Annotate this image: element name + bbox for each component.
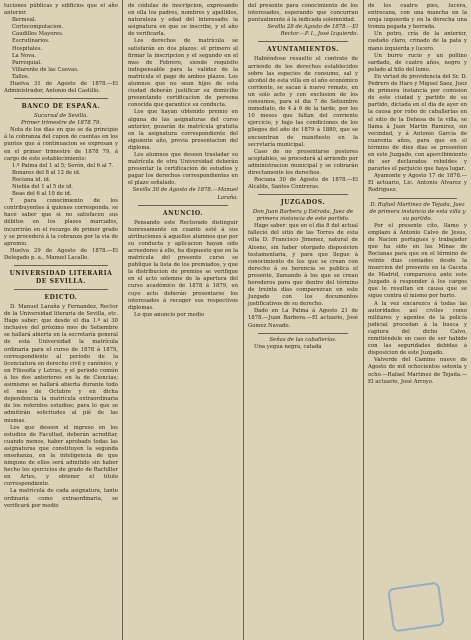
section-title: EDICTO.: [44, 294, 78, 301]
paragraph: de los cuatro pies, lucera, entrecana, con una mancha en la oreja izquierda y en la derecha una tronza pegada y herrada.: [368, 3, 467, 31]
column-1: [0, 0, 122, 640]
paragraph: D. Manuel Laraña y Fernandez, Rector de la Universidad literaria de Sevilla, etc. Hago saber: que desde el dia 1.º al 30 inclusive del próximo mes de Setiembre se hallará abierta en la secretaría general de esta Universidad la matrícula ordinaria para el curso de 1878 á 1879, correspondiente al período de la licenciatura en derecho civil y canónico, y en Filosofía y Letras, y el periodo común á los dos anteriores en la de Ciencias; asimismo se hallará abierta durante todo el mes de Octubre y en dicha dependencia la matrícula extraordinaria de los referidos estudios; para lo que se admitirán solicitudes al pié de las mismas.: [4, 304, 118, 424]
divider: [378, 198, 457, 199]
paragraph: Habiéndose resuelto el contrato de arriendo de los derechos establecidos sobre las especies de consumo, sal y alcohol de esta villa en el año económico corriente, se sacan á nuevo remate, en un solo acto y con exclusion de los consumos, para el dia 7 de Setiembre inmediato, de 4 á 6 de la tarde, por los 10 meses que faltan del corriente ejercicio, y bajo las condiciones de los pliegos del año de 1879 á 1880, que se encuentran de manifiesto en la secretaría municipal.: [248, 56, 358, 148]
section-subtitle: Don Juan Barbera y Estrada, Juez de primera instancia de este partido.: [252, 209, 354, 223]
paragraph: Caso de no presentarse postores aceptables, se procederá al arriendo por administracion municipal y se cobrarán directamente los derechos.: [248, 148, 358, 176]
paragraph: Y para conocimiento de los contribuyentes á quienes corresponda, se hace saber que si no satisfacen sus débitos en los plazos marcados, incurrirán en el recargo de primer grado y se procederá á la cobranza por la via de apremio.: [4, 198, 118, 247]
signature-line: Rociana 30 de Agosto de 1878.—El Alcalde, Santos Contreras.: [248, 177, 358, 191]
signature-line: Dado en La Palma á Agosto 21 de 1878.—Juan Barbera.—El actuario, José Gomez Navado.: [248, 308, 358, 329]
section-title: UNIVERSIDAD LITERARIA DE SEVILLA.: [9, 270, 113, 285]
signature-line: Huelva 29 de Agosto de 1878.—El Delegado p. a., Manuel Lacalle.: [4, 247, 118, 261]
column-3: [244, 0, 362, 640]
list-item: Villarente de las Cuevas.: [12, 66, 79, 73]
paragraph: Huelva 31 de Agosto de 1878.—El Administrador, Antonio del Castillo.: [4, 81, 118, 95]
column-2: [124, 0, 242, 640]
section-subtitle: Primer trimestre de 1878 79.: [20, 120, 102, 127]
paragraph: La matrícula de cada asignatura, tanto ordinaria como extraordinaria, se verificará por medio: [4, 488, 118, 509]
divider: [14, 289, 108, 290]
divider: [14, 265, 108, 266]
list: [4, 163, 118, 198]
paragraph: Los que hayan obtenido premio en alguna de las asignaturas del curso anterior, gozarán de matrícula gratuita en la asignatura correspondiente del siguiente año, previa presentacion del diploma.: [128, 109, 238, 151]
paragraph: A la vez encarezco á todas las autoridades así civiles como militares y agentes de la policía judicial procedan á la busca y captura del dicho Calvo, remitiéndole en caso de ser habido con las seguridades debidas á disposicion de este Juzgado.: [368, 300, 467, 357]
list-item: La Nova.: [12, 52, 37, 59]
paragraph: Una yegua negra, catada: [254, 343, 322, 350]
signature-line: Sevilla 30 de Agosto de 1878.—Manuel Laraña.: [132, 187, 238, 201]
signature-line: Ayamonte y Agosto 17 de 1878.—El actuario, Lic. Antonio Alvarez y Rodriguez.: [368, 173, 467, 194]
column-rule: [122, 0, 123, 640]
section-title: JUZGADOS.: [280, 199, 326, 207]
paragraph: Por el presente cito, llamo y emplazo á Antonio Calvo de Jesus, de Nacion portugues y trabajador que ha sido en las Minas de Rocianas para que en el término de veinte dias contados desde la insercion del presente en la Gaceta de Madrid, comparezca ante este Juzgado á responder á los cargos que le resultan en causa que se sigue contra el mismo por hurto.: [368, 222, 467, 300]
paragraph: Un burro rucio y un pollino sardado, de cuatro años, negro y pelado al hilo del lomo.: [368, 52, 467, 73]
paragraph: Los que deseen el ingreso en los estudios de Facultad, deberán acreditar, cuando menos, haber aprobado todas las asignaturas que constituyen la segunda enseñanza, en la inteligencia de que ninguno de ellos será admitido sin haber hecho los ejercicios de grado de Bachiller en Artes, y obtener el título correspondiente.: [4, 424, 118, 488]
paragraph: Lo que anuncio por medio: [134, 311, 205, 318]
divider: [14, 98, 108, 99]
list-item: Cortecomputacion.: [12, 24, 64, 31]
divider: [258, 41, 348, 42]
list-item: 1.º Palma del 1 al 5; Serón, del 6 al 7.: [12, 162, 114, 169]
section-title: BANCO DE ESPAÑA.: [21, 103, 101, 111]
list-item: Niebla del 1 al 5 de id.: [12, 183, 73, 190]
list-item: Bermeal.: [12, 17, 37, 24]
section-subtitle: D. Rafael Martinez de Tejada, Juez de primera instancia de esta villa y su partido.: [369, 201, 466, 222]
paragraph: de cédulas de inscripcion, expresando en ella los padres, nombres y apellidos, naturaleza y edad del interesado; la asignatura en que se inscribe, y el año de verificarla.: [128, 3, 238, 38]
list-item: Bonares del 8 al 12 de id.: [12, 169, 81, 176]
list-item: Parroquial.: [12, 59, 42, 66]
section-subtitle: Sucursal de Sevilla.: [33, 113, 89, 120]
list-item: Tallos.: [12, 73, 30, 80]
list-item: Escrutinarios.: [12, 38, 50, 45]
column-4: [364, 0, 471, 640]
list-item: Beas del 6 al 10 de id.: [12, 191, 72, 198]
paragraph: Los alumnos que deseen trasladar su matrícula de otra Universidad deberán presentar la certificacion de estudios y pagar los derechos correspondientes en el plazo señalado.: [128, 151, 238, 187]
divider: [258, 194, 348, 195]
list-item: Hospitales.: [12, 45, 43, 52]
divider: [258, 333, 348, 334]
section-title: ANUNCIO.: [162, 209, 204, 217]
divider: [138, 205, 228, 206]
list-item: Rociana id. id.: [12, 176, 51, 183]
list-item: Caudillos Mayores.: [12, 31, 64, 38]
signature-line: Valverde del Camino nueve de Agosto de mil ochocientos setenta y ocho.—Rafael Martinez de Tejada.—El actuario, José Arroyo.: [368, 357, 467, 385]
paragraph: Pensando este Rectorado distinguir honrosamente en cuanto esté á sus atribuciones á aquellos alumnos que por su conducta y aplicacion hayan sido acreedores á ello, ha dispuesto que en la matrícula del presente curso se publique la lista de los premiados, y que la distribucion de premios se verifique en el acto solemne de la apertura del curso académico de 1878 á 1879, en cuyo acto deberán presentarse los interesados á recoger sus respectivos diplomas.: [128, 219, 238, 311]
paragraph: Un potro, cría de la anterior, castaño claro, crinado de la pata y mano izquierda y lucero.: [368, 31, 467, 52]
library-stamp: [387, 582, 445, 633]
paragraph: del presente para conocimiento de los interesados, esperando que concurran puntualmente á la indicada solemnidad.: [248, 3, 358, 24]
list: [4, 17, 118, 81]
paragraph: Los derechos de matrícula se satisfarán en dos plazos: el primero al firmar la inscripcion y el segundo en el mes de Febrero, siendo requisito indispensable para la validez de la matrícula el pago de ambos plazos. Los alumnos que no sean hijos de esta ciudad deberán justificar su domicilio presentando certificacion de persona conocida que garantice su conducta.: [128, 38, 238, 109]
paragraph: En virtud de providencia del Sr. D. Pedrero de Haro y Miguel Saez, Juez de primera instancia por comision de este ciudad y partido de su partido, dictada en el dia de ayer en la causa por robo de caballerías en el sitio de la Dehesa de la villa, se llama á Juan Martin Ramirez, sin vecindad, y á Antonio Garcia de cuarenta años, para que en el término de diez dias se presenten en este Juzgado, con apercibimiento de ser declarados rebeldes y pararles el perjuicio que haya lugar.: [368, 73, 467, 173]
section-title: AYUNTAMIENTOS.: [267, 46, 339, 54]
paragraph: Nota de los dias en que se da principio á la cobranza del cupon de cuentas en los puntos que á continuacion se expresan y en el primer trimestre de 1878 79, á cargo de este establecimiento:: [4, 127, 118, 162]
paragraph: Hago saber: que en el dia 8 del actual falleció del sitio de las Torres de esta villa D. Francisco Jimenez, natural de Alosno, sin haber otorgado disposicion testamentaria, y para que llegue á conocimiento de los que se crean con derecho á su herencia se publica el presente, llamando á los que se crean herederos para que dentro del término de treinta dias comparezcan en este Juzgado con los documentos justificativos de su derecho.: [248, 223, 358, 308]
paragraph: tuciones públicas y edificios que el año anterior.: [4, 3, 118, 17]
signature-line: Sevilla 28 de Agosto de 1878.—El Rector.—P. I., José Izquierdo.: [267, 24, 358, 38]
section-subtitle: Señas de las caballerías.: [269, 336, 337, 343]
